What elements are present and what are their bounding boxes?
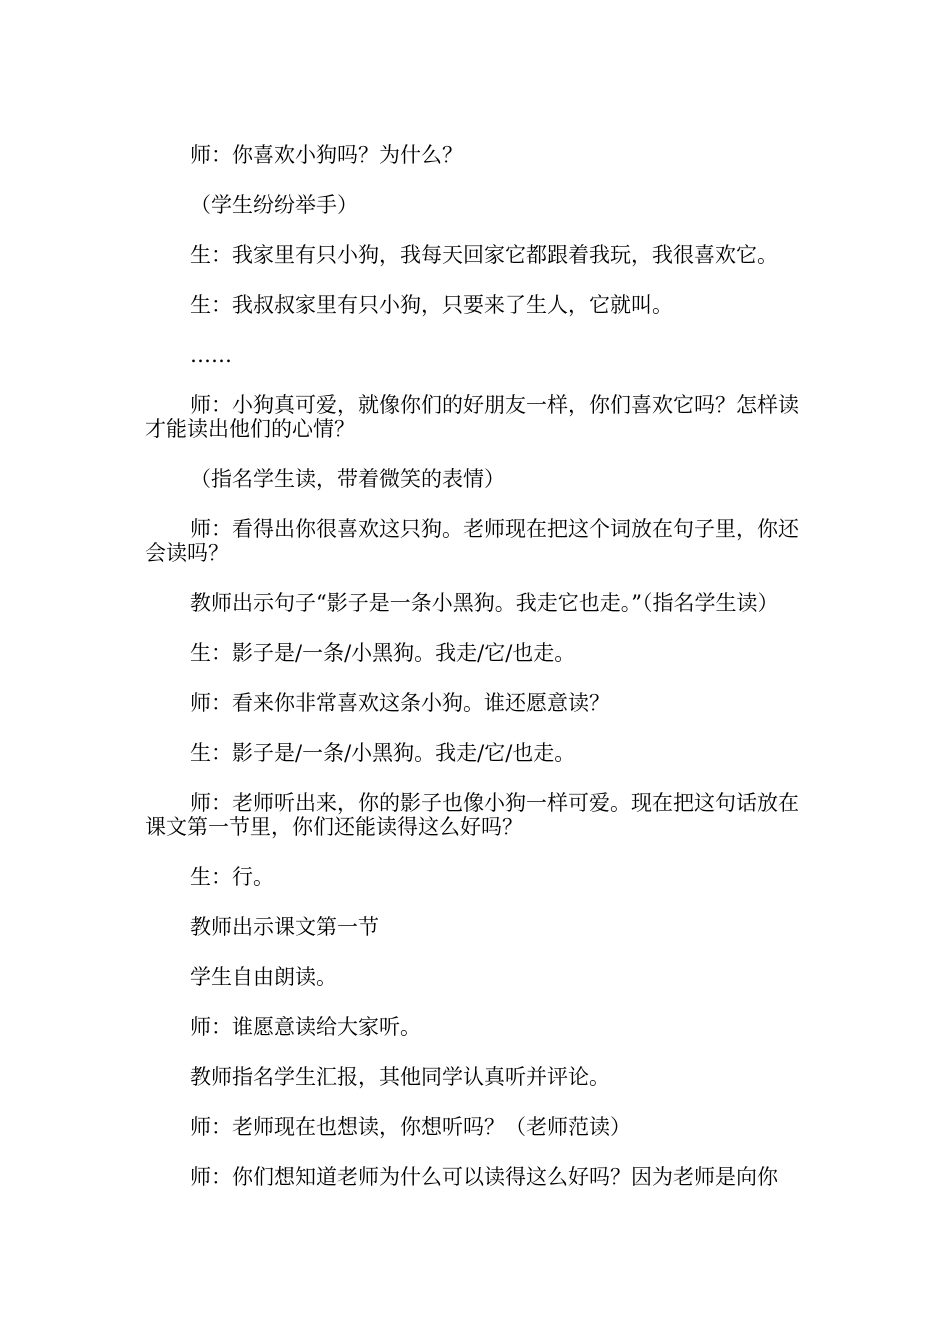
paragraph: 师：老师现在也想读，你想听吗？（老师范读）: [190, 1115, 631, 1139]
paragraph: 教师出示句子“影子是一条小黑狗。我走它也走。”（指名学生读）: [190, 591, 779, 615]
paragraph: 师：你们想知道老师为什么可以读得这么好吗？因为老师是向你: [190, 1165, 778, 1189]
paragraph: 生：我叔叔家里有只小狗，只要来了生人，它就叫。: [190, 293, 673, 317]
paragraph: 教师出示课文第一节: [190, 915, 379, 939]
paragraph: 生：行。: [190, 865, 274, 889]
paragraph: ……: [190, 343, 232, 367]
paragraph: 师：小狗真可爱，就像你们的好朋友一样，你们喜欢它吗？怎样读才能读出他们的心情？: [145, 393, 799, 441]
paragraph: 生：影子是/一条/小黑狗。我走/它/也走。: [190, 641, 576, 665]
paragraph: 师：谁愿意读给大家听。: [190, 1015, 421, 1039]
paragraph: 师：你喜欢小狗吗？为什么？: [190, 143, 463, 167]
paragraph: 教师指名学生汇报，其他同学认真听并评论。: [190, 1065, 610, 1089]
paragraph: 生：我家里有只小狗，我每天回家它都跟着我玩，我很喜欢它。: [190, 243, 778, 267]
paragraph: （指名学生读，带着微笑的表情）: [190, 467, 505, 491]
paragraph: 生：影子是/一条/小黑狗。我走/它/也走。: [190, 741, 576, 765]
paragraph: 师：看来你非常喜欢这条小狗。谁还愿意读？: [190, 691, 610, 715]
paragraph: （学生纷纷举手）: [190, 193, 358, 217]
paragraph: 师：看得出你很喜欢这只狗。老师现在把这个词放在句子里，你还会读吗？: [145, 517, 799, 565]
paragraph: 学生自由朗读。: [190, 965, 337, 989]
paragraph: 师：老师听出来，你的影子也像小狗一样可爱。现在把这句话放在课文第一节里，你们还能读得这么好吗？: [145, 791, 799, 839]
